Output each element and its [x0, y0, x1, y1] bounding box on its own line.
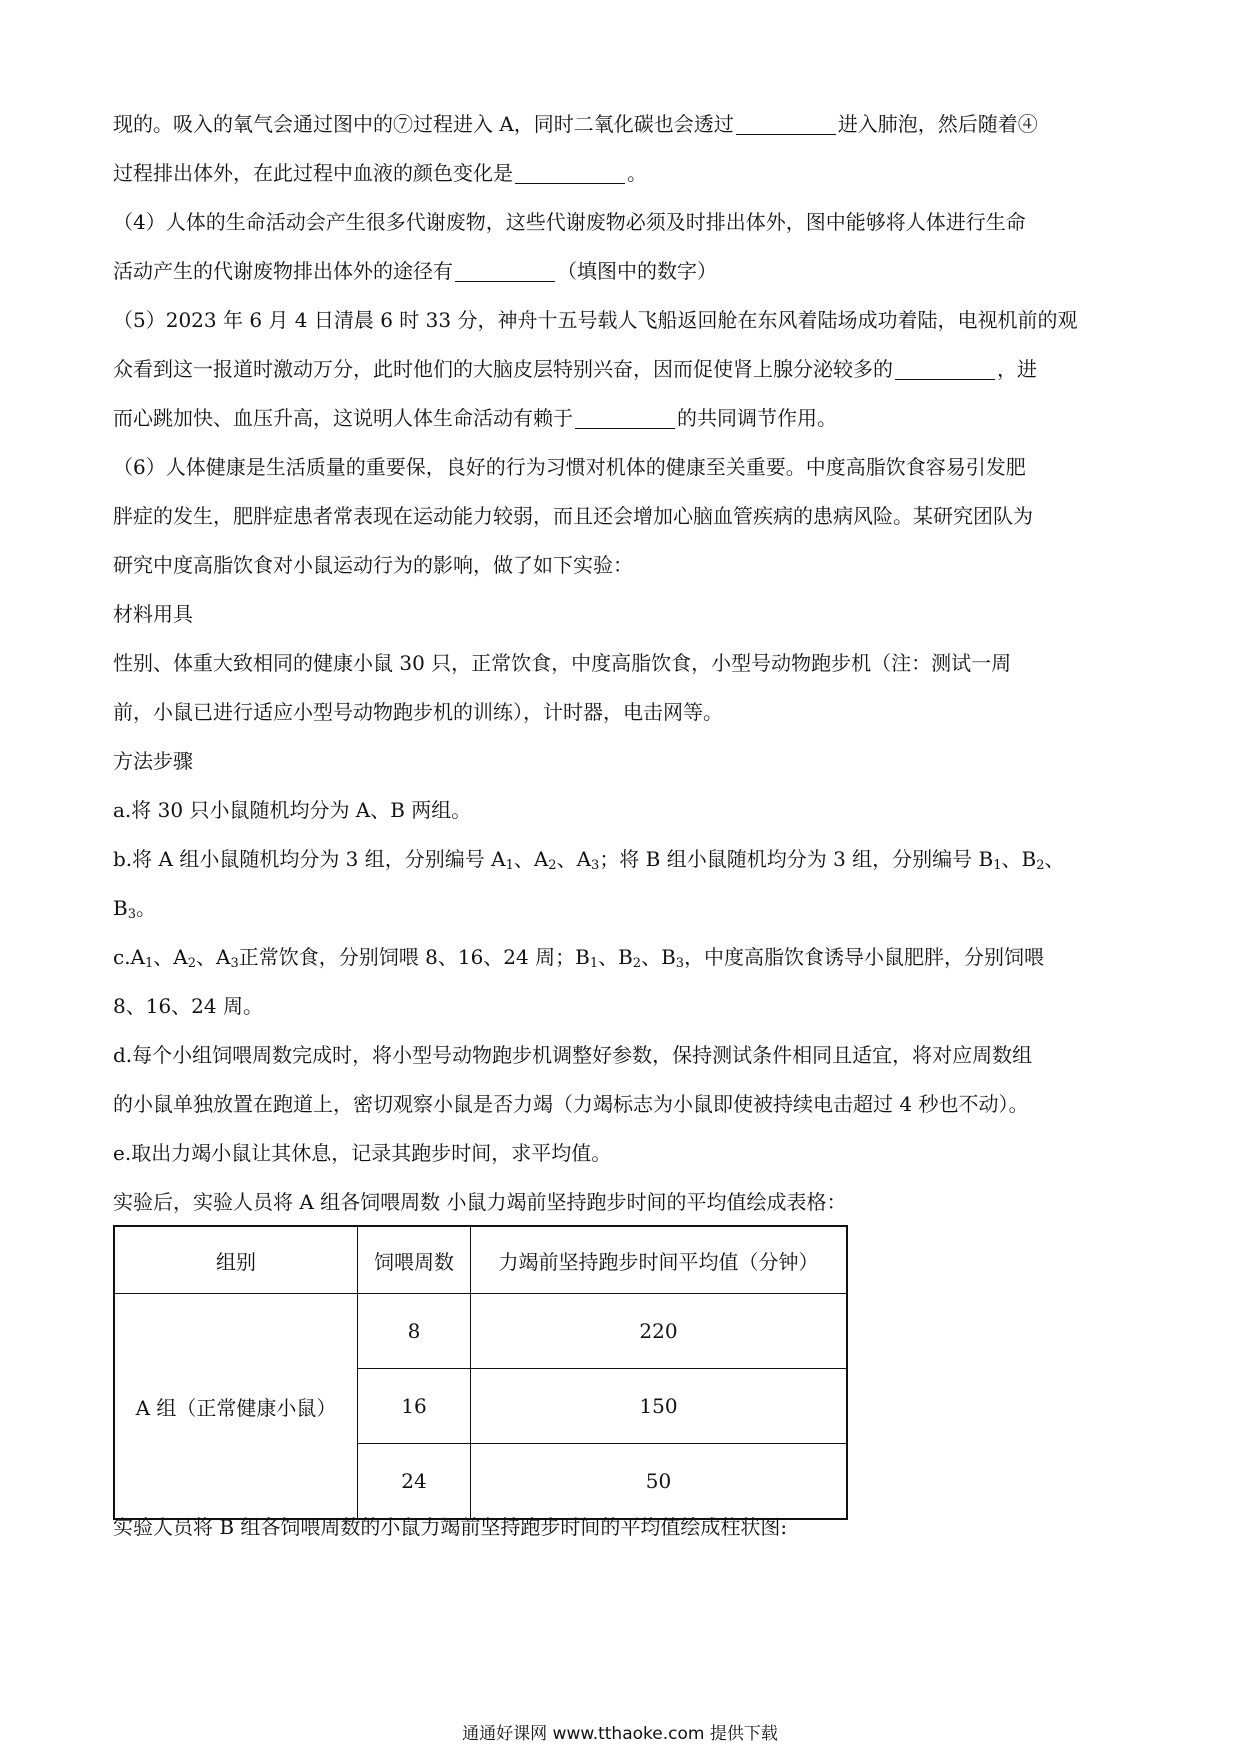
table-group-cell: A 组（正常健康小鼠） — [114, 1294, 358, 1520]
text-line: 过程排出体外，在此过程中血液的颜色变化是 。 — [113, 161, 647, 185]
text-line: 胖症的发生，肥胖症患者常表现在运动能力较弱，而且还会增加心脑血管疾病的患病风险。某研究团队为 — [113, 504, 1033, 528]
text-line: d.每个小组饲喂周数完成时，将小型号动物跑步机调整好参数，保持测试条件相同且适宜，将对应周数组 — [113, 1043, 1033, 1067]
text-line: （4）人体的生命活动会产生很多代谢废物，这些代谢废物必须及时排出体外，图中能够将人体进行生命 — [113, 210, 1026, 234]
table-row — [114, 1294, 847, 1369]
document-body — [113, 100, 1128, 1227]
text-line: 实验人员将 B 组各饲喂周数的小鼠力竭前坚持跑步时间的平均值绘成柱状图: — [113, 1515, 788, 1539]
section-heading: 材料用具 — [113, 602, 193, 626]
text-line: 前，小鼠已进行适应小型号动物跑步机的训练），计时器，电击网等。 — [113, 700, 723, 724]
text-line: 众看到这一报道时激动万分，此时他们的大脑皮层特别兴奋，因而促使肾上腺分泌较多的 ，进 — [113, 357, 1037, 381]
table-header: 力竭前坚持跑步时间平均值（分钟） — [471, 1226, 848, 1294]
table-cell-time: 50 — [471, 1444, 848, 1520]
table-header-row — [114, 1226, 847, 1294]
table-cell-weeks: 24 — [358, 1444, 471, 1520]
text-line: $c.A_1$、$A_2$、$A_3$正常饮食，分别饲喂 8、16、24 周；$B_1$、$B_2$、$B_3$，中度高脂饮食诱导小鼠肥胖，分别饲喂 — [113, 945, 1045, 971]
text-line: b.将 A 组小鼠随机均分为 3 组，分别编号 $A_1$、$A_2$、$A_3$；将 B 组小鼠随机均分为 3 组，分别编号 $B_1$、$B_2$、 — [113, 847, 1065, 873]
text-line: 研究中度高脂饮食对小鼠运动行为的影响，做了如下实验： — [113, 553, 633, 577]
text-line: a.将 30 只小鼠随机均分为 A、B 两组。 — [113, 798, 472, 822]
text-line: e.取出力竭小鼠让其休息，记录其跑步时间，求平均值。 — [113, 1141, 612, 1165]
table-cell-weeks: 16 — [358, 1369, 471, 1444]
text-line: 的小鼠单独放置在跑道上，密切观察小鼠是否力竭（力竭标志为小鼠即使被持续电击超过 4 秒也不动）。 — [113, 1092, 1029, 1116]
text-line: （6）人体健康是生活质量的重要保，良好的行为习惯对机体的健康至关重要。中度高脂饮食容易引发肥 — [113, 455, 1026, 479]
text-line: 活动产生的代谢废物排出体外的途径有 （填图中的数字） — [113, 259, 717, 283]
text-line: 8、16、24 周。 — [113, 994, 263, 1018]
text-line: 而心跳加快、血压升高，这说明人体生命活动有赖于 的共同调节作用。 — [113, 406, 837, 430]
answer-blank[interactable] — [455, 259, 555, 282]
table-header: 饲喂周数 — [358, 1226, 471, 1294]
table-header: 组别 — [114, 1226, 358, 1294]
page-footer: 通通好课网 www.tthaoke.com 提供下载 — [462, 1724, 778, 1744]
section-heading: 方法步骤 — [113, 749, 193, 773]
table-cell-time: 150 — [471, 1369, 848, 1444]
answer-blank[interactable] — [736, 112, 836, 135]
table-cell-time: 220 — [471, 1294, 848, 1369]
answer-blank[interactable] — [575, 406, 675, 429]
text-line: （5）2023 年 6 月 4 日清晨 6 时 33 分，神舟十五号载人飞船返回舱在东风着陆场成功着陆，电视机前的观 — [113, 308, 1078, 332]
table-cell-weeks: 8 — [358, 1294, 471, 1369]
text-line: 实验后，实验人员将 A 组各饲喂周数 小鼠力竭前坚持跑步时间的平均值绘成表格： — [113, 1190, 847, 1214]
text-line: $B_3$。 — [113, 896, 156, 922]
answer-blank[interactable] — [895, 357, 995, 380]
answer-blank[interactable] — [515, 161, 625, 184]
text-line: 现的。吸入的氧气会通过图中的⑦过程进入 A，同时二氧化碳也会透过 进入肺泡，然后随着④ — [113, 112, 1038, 136]
text-line: 性别、体重大致相同的健康小鼠 30 只，正常饮食，中度高脂饮食，小型号动物跑步机（注：测试一周 — [113, 651, 1012, 675]
results-table — [113, 1225, 848, 1520]
